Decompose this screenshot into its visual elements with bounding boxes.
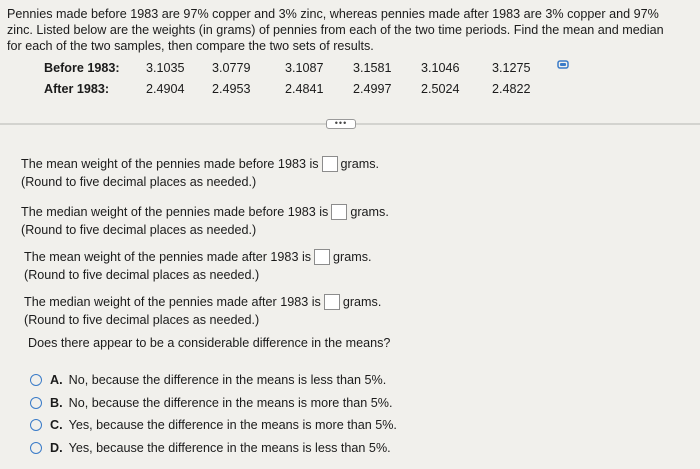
question-median-before [21, 203, 389, 239]
choice-b[interactable] [30, 395, 397, 418]
unit-label: grams. [342, 295, 382, 309]
data-cell: 2.5024 [421, 82, 460, 96]
choice-letter: A. [50, 373, 63, 387]
radio-button-icon[interactable] [30, 442, 42, 454]
choice-text: No, because the difference in the means is less than 5%. [68, 373, 387, 387]
choice-letter: D. [50, 440, 63, 455]
comparison-question: Does there appear to be a considerable difference in the means? [28, 336, 391, 350]
data-cell: 2.4997 [353, 82, 392, 96]
rounding-hint: (Round to five decimal places as needed.) [21, 175, 257, 189]
answer-choices [30, 372, 397, 462]
problem-line-3: for each of the two samples, then compare the two sets of results. [7, 39, 374, 53]
median-after-input[interactable] [324, 294, 340, 310]
mean-before-input[interactable] [322, 156, 338, 172]
unit-label: grams. [333, 250, 372, 264]
radio-button-icon[interactable] [30, 397, 42, 409]
mean-after-input[interactable] [314, 249, 330, 265]
problem-statement [7, 6, 693, 54]
question-mean-before [21, 155, 379, 191]
choice-d[interactable] [30, 440, 397, 463]
data-cell: 2.4904 [146, 82, 185, 96]
row-label-before: Before 1983: [44, 61, 120, 75]
problem-line-2: zinc. Listed below are the weights (in grams) of pennies from each of the two time periods. Find the mean and median [7, 23, 664, 37]
data-cell: 3.1087 [285, 61, 324, 75]
choice-letter: C. [50, 418, 63, 432]
unit-label: grams. [340, 157, 380, 171]
data-cell: 3.0779 [212, 61, 251, 75]
unit-label: grams. [350, 205, 389, 219]
data-cell: 2.4822 [492, 82, 531, 96]
problem-line-1: Pennies made before 1983 are 97% copper and 3% zinc, whereas pennies made after 1983 are 3% copper and 97% [7, 7, 659, 21]
data-cell: 3.1581 [353, 61, 392, 75]
question-mean-after [24, 248, 372, 284]
data-cell: 3.1046 [421, 61, 460, 75]
choice-text: Yes, because the difference in the means is less than 5%. [68, 440, 391, 455]
question-text: The median weight of the pennies made after 1983 is [24, 295, 321, 309]
ellipsis-icon[interactable]: ••• [326, 119, 356, 129]
choice-letter: B. [50, 395, 63, 410]
choice-c[interactable] [30, 417, 397, 440]
data-cell: 2.4953 [212, 82, 251, 96]
data-cell: 3.1035 [146, 61, 185, 75]
median-before-input[interactable] [331, 204, 347, 220]
question-median-after [24, 293, 381, 329]
copy-icon[interactable] [556, 58, 570, 72]
rounding-hint: (Round to five decimal places as needed.) [21, 223, 257, 237]
question-text: The median weight of the pennies made before 1983 is [21, 205, 329, 219]
question-text: The mean weight of the pennies made before 1983 is [21, 157, 319, 171]
radio-button-icon[interactable] [30, 374, 42, 386]
choice-text: Yes, because the difference in the means is more than 5%. [68, 418, 397, 432]
data-cell: 2.4841 [285, 82, 324, 96]
choice-a[interactable] [30, 372, 397, 395]
row-label-after: After 1983: [44, 82, 110, 96]
radio-button-icon[interactable] [30, 419, 42, 431]
question-text: The mean weight of the pennies made after 1983 is [24, 250, 312, 264]
choice-text: No, because the difference in the means is more than 5%. [68, 395, 393, 410]
rounding-hint: (Round to five decimal places as needed.) [24, 268, 260, 282]
data-cell: 3.1275 [492, 61, 531, 75]
rounding-hint: (Round to five decimal places as needed.) [24, 313, 260, 327]
